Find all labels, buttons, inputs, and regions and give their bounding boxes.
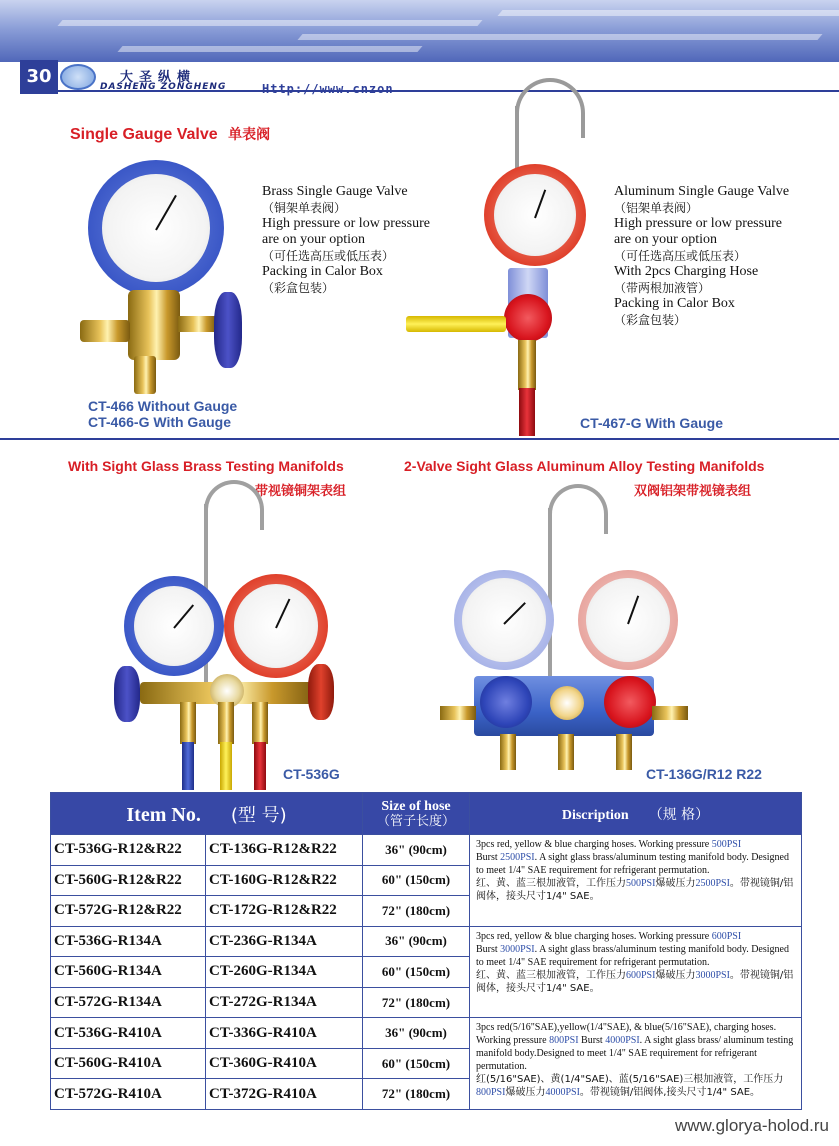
desc-text: Burst bbox=[476, 852, 501, 863]
header-size bbox=[363, 793, 470, 835]
hose-size-cell: 36" (90cm) bbox=[363, 1018, 470, 1049]
description-cell bbox=[470, 1018, 802, 1110]
port-fitting bbox=[180, 702, 196, 744]
yellow-charging-hose bbox=[220, 742, 232, 790]
right-stem bbox=[178, 316, 216, 332]
model-cell: CT-560G-R12&R22 bbox=[51, 865, 206, 896]
desc-line: Aluminum Single Gauge Valve bbox=[614, 184, 790, 199]
sight-glass bbox=[550, 686, 584, 720]
section-title-aluminum-manifold-cn: 双阀铝架带视镜表组 bbox=[634, 484, 752, 499]
desc-text: Burst bbox=[578, 1035, 606, 1047]
header-size-label-cn: （管子长度） bbox=[376, 813, 455, 829]
port-fitting bbox=[500, 734, 516, 770]
model-cell: CT-272G-R134A bbox=[206, 987, 363, 1018]
hook bbox=[515, 78, 585, 138]
model-cell: CT-160G-R12&R22 bbox=[206, 865, 363, 896]
desc-text-cn: 。带视镜铜/铝阀体，接头尺寸1/4" SAE。 bbox=[476, 969, 794, 994]
model-line: CT-466 Without Gauge bbox=[88, 398, 238, 414]
model-cell: CT-236G-R134A bbox=[206, 926, 363, 957]
desc-text-cn: 红、黄、蓝三根加液管，工作压力 bbox=[476, 878, 626, 889]
hose-size-cell: 60" (150cm) bbox=[363, 957, 470, 988]
desc-text-cn: 。带视镜铜/铝阀体，接头尺寸1/4" SAE。 bbox=[476, 878, 794, 902]
header-item-no bbox=[51, 793, 363, 835]
desc-line: Brass Single Gauge Valve bbox=[262, 184, 408, 199]
section-title-en: Single Gauge Valve bbox=[70, 126, 218, 143]
high-pressure-gauge bbox=[484, 164, 586, 266]
section-title-cn: 单表阀 bbox=[228, 127, 271, 143]
globe-logo-icon bbox=[60, 64, 96, 90]
desc-line: （铝架单表阀） bbox=[614, 201, 699, 215]
model-cell: CT-360G-R410A bbox=[206, 1048, 363, 1079]
valve-body bbox=[128, 290, 180, 360]
hose-size-cell: 36" (90cm) bbox=[363, 835, 470, 866]
table-row bbox=[51, 926, 802, 957]
ct-136g-model-label: CT-136G/R12 R22 bbox=[646, 766, 762, 782]
model-cell: CT-536G-R134A bbox=[51, 926, 206, 957]
low-pressure-gauge bbox=[88, 160, 224, 296]
high-pressure-gauge bbox=[224, 574, 328, 678]
red-charging-hose bbox=[254, 742, 266, 790]
blue-valve-knob bbox=[214, 292, 242, 368]
section-title-brass-manifold: With Sight Glass Brass Testing Manifolds bbox=[68, 458, 344, 474]
hose-size-cell: 72" (180cm) bbox=[363, 987, 470, 1018]
model-cell: CT-136G-R12&R22 bbox=[206, 835, 363, 866]
bottom-fitting bbox=[518, 340, 536, 390]
model-cell: CT-560G-R134A bbox=[51, 957, 206, 988]
website-url[interactable]: Http://www.cnzon bbox=[262, 82, 394, 96]
hook-rod bbox=[548, 508, 552, 678]
desc-line: High pressure or low pressure bbox=[262, 216, 430, 231]
watermark: www.glorya-holod.ru bbox=[674, 1116, 829, 1135]
section-title-brass-manifold-cn: 带视镜铜架表组 bbox=[255, 484, 347, 499]
port-fitting bbox=[218, 702, 234, 744]
blue-valve-knob bbox=[114, 666, 140, 722]
working-pressure-cn: 600PSI bbox=[626, 969, 656, 981]
ct-536g-product-image bbox=[110, 480, 350, 790]
burst-pressure-cn: 3000PSI bbox=[695, 969, 730, 981]
model-cell: CT-572G-R134A bbox=[51, 987, 206, 1018]
desc-line: Packing in Calor Box bbox=[262, 264, 383, 279]
desc-line: （铜架单表阀） bbox=[262, 201, 347, 215]
burst-pressure-cn: 4000PSI bbox=[545, 1087, 580, 1099]
ct-466-model-label bbox=[88, 398, 237, 430]
bottom-fitting bbox=[134, 356, 156, 394]
burst-pressure: 2500PSI bbox=[500, 852, 535, 863]
desc-line: High pressure or low pressure bbox=[614, 216, 782, 231]
table-header-row bbox=[51, 793, 802, 835]
red-charging-hose bbox=[519, 388, 535, 436]
desc-line: （可任选高压或低压表） bbox=[614, 249, 747, 263]
desc-text-cn: 爆破压力 bbox=[655, 878, 696, 889]
section-title-aluminum-manifold: 2-Valve Sight Glass Aluminum Alloy Testing Manifolds bbox=[404, 458, 765, 474]
burst-pressure-cn: 2500PSI bbox=[695, 878, 730, 889]
model-cell: CT-172G-R12&R22 bbox=[206, 896, 363, 927]
side-fitting bbox=[440, 706, 476, 720]
hose-size-cell: 72" (180cm) bbox=[363, 896, 470, 927]
hose-size-cell: 72" (180cm) bbox=[363, 1079, 470, 1110]
hook bbox=[204, 480, 264, 530]
description-cell bbox=[470, 835, 802, 927]
low-pressure-gauge bbox=[454, 570, 554, 670]
side-fitting bbox=[80, 320, 130, 342]
desc-text-cn: 爆破压力 bbox=[505, 1087, 546, 1099]
desc-text-cn: 爆破压力 bbox=[655, 969, 696, 981]
desc-text: 3pcs red, yellow & blue charging hoses. Working pressure bbox=[476, 930, 712, 942]
ct-536g-model-label: CT-536G bbox=[283, 766, 340, 782]
model-cell: CT-536G-R410A bbox=[51, 1018, 206, 1049]
table-row bbox=[51, 835, 802, 866]
model-cell: CT-336G-R410A bbox=[206, 1018, 363, 1049]
burst-pressure: 4000PSI bbox=[605, 1035, 640, 1047]
section-divider bbox=[0, 438, 839, 440]
brand-name-en: DASHENG ZONGHENG bbox=[100, 82, 227, 92]
desc-line: （彩盒包装） bbox=[262, 281, 335, 295]
model-cell: CT-560G-R410A bbox=[51, 1048, 206, 1079]
desc-text-cn: 。带视镜铜/铝阀体,接头尺寸1/4" SAE。 bbox=[579, 1087, 761, 1099]
desc-line: （可任选高压或低压表） bbox=[262, 249, 395, 263]
desc-line: are on your option bbox=[614, 232, 718, 247]
header-desc-label-cn: （规 格） bbox=[648, 806, 710, 823]
desc-line: （彩盒包装） bbox=[614, 313, 687, 327]
desc-line: are on your option bbox=[262, 232, 366, 247]
port-fitting bbox=[252, 702, 268, 744]
model-cell: CT-260G-R134A bbox=[206, 957, 363, 988]
ct-467-description bbox=[614, 184, 789, 328]
header-item-label-cn: (型 号) bbox=[230, 804, 287, 826]
spec-table bbox=[50, 792, 802, 1110]
page-number: 30 bbox=[20, 60, 58, 94]
desc-text: . A sight glass brass/aluminum testing manifold body. Designed to meet 1/4" SAE requirement for refrigerant permutation. bbox=[476, 943, 789, 968]
blue-valve-knob bbox=[480, 676, 532, 728]
desc-text: 3pcs red, yellow & blue charging hoses. Working pressure bbox=[476, 839, 712, 850]
header-description bbox=[470, 793, 802, 835]
ct-467-product-image bbox=[400, 78, 600, 438]
desc-line: With 2pcs Charging Hose bbox=[614, 264, 759, 279]
ct-467-model-label: CT-467-G With Gauge bbox=[580, 415, 724, 431]
desc-text-cn: 红、黄、蓝三根加液管，工作压力 bbox=[476, 969, 626, 981]
red-valve-knob bbox=[604, 676, 656, 728]
brand-name-cn: 大圣纵横 bbox=[120, 70, 197, 85]
header-banner bbox=[0, 0, 839, 62]
model-cell: CT-536G-R12&R22 bbox=[51, 835, 206, 866]
blue-charging-hose bbox=[182, 742, 194, 790]
desc-line: （带两根加液管） bbox=[614, 281, 711, 295]
yellow-charging-hose bbox=[406, 316, 506, 332]
desc-text: . A sight glass brass/aluminum testing manifold body. Designed to meet 1/4" SAE requirement for refrigerant permutation. bbox=[476, 852, 789, 876]
desc-text: Burst bbox=[476, 943, 501, 955]
red-valve-knob bbox=[504, 294, 552, 342]
working-pressure: 600PSI bbox=[711, 930, 742, 942]
burst-pressure: 3000PSI bbox=[500, 943, 535, 955]
hose-size-cell: 60" (150cm) bbox=[363, 1048, 470, 1079]
desc-line: Packing in Calor Box bbox=[614, 296, 735, 311]
working-pressure-cn: 800PSI bbox=[476, 1087, 506, 1099]
header-desc-label: Discription bbox=[561, 807, 629, 823]
high-pressure-gauge bbox=[578, 570, 678, 670]
ct-136g-product-image bbox=[440, 480, 690, 780]
port-fitting bbox=[558, 734, 574, 770]
model-cell: CT-572G-R410A bbox=[51, 1079, 206, 1110]
desc-text-cn: 红(5/16"SAE)、黄(1/4"SAE)、蓝(5/16"SAE)三根加液管，工作压力 bbox=[476, 1074, 784, 1086]
model-cell: CT-372G-R410A bbox=[206, 1079, 363, 1110]
description-cell bbox=[470, 926, 802, 1018]
working-pressure-cn: 500PSI bbox=[626, 878, 656, 889]
low-pressure-gauge bbox=[124, 576, 224, 676]
table-row bbox=[51, 1018, 802, 1049]
section-title-single-gauge bbox=[70, 124, 270, 144]
hook bbox=[548, 484, 608, 534]
model-line: CT-466-G With Gauge bbox=[88, 414, 232, 430]
hose-size-cell: 60" (150cm) bbox=[363, 865, 470, 896]
port-fitting bbox=[616, 734, 632, 770]
desc-text: . A sight glass brass/ aluminum testing manifold body.Designed to meet 1/4" SAE requirement for refrigerant permutation. bbox=[476, 1035, 794, 1073]
red-valve-knob bbox=[308, 664, 334, 720]
header-size-label: Size of hose bbox=[381, 798, 451, 814]
working-pressure: 500PSI bbox=[711, 839, 742, 850]
header-item-label: Item No. bbox=[126, 803, 201, 826]
hose-size-cell: 36" (90cm) bbox=[363, 926, 470, 957]
ct-466-product-image bbox=[70, 160, 250, 400]
side-fitting bbox=[652, 706, 688, 720]
model-cell: CT-572G-R12&R22 bbox=[51, 896, 206, 927]
desc-text: 3pcs red(5/16"SAE),yellow(1/4"SAE), & blue(5/16"SAE), charging hoses. Working pressure bbox=[476, 1022, 777, 1047]
working-pressure: 800PSI bbox=[549, 1035, 579, 1047]
